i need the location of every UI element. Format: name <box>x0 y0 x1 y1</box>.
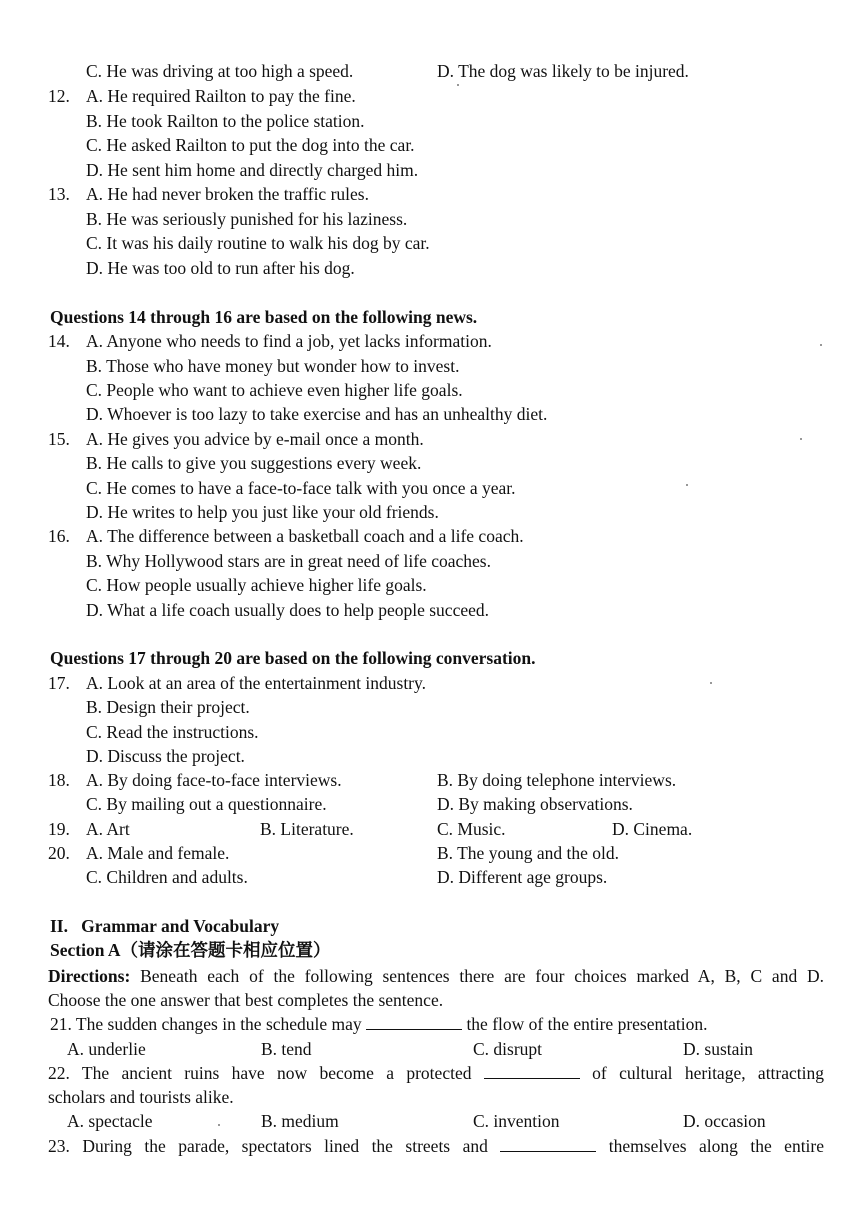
q22-option-d: D. occasion <box>683 1111 766 1131</box>
q15-option-b: B. He calls to give you suggestions every week. <box>86 453 422 473</box>
q21-blank <box>366 1015 462 1030</box>
q16-number: 16. <box>48 526 70 546</box>
questions-14-16-heading: Questions 14 through 16 are based on the following news. <box>50 307 478 327</box>
q12-option-b: B. He took Railton to the police station. <box>86 111 365 131</box>
scan-speck <box>710 682 712 684</box>
questions-17-20-heading: Questions 17 through 20 are based on the following conversation. <box>50 648 536 668</box>
q21-option-c: C. disrupt <box>473 1039 543 1059</box>
q20-option-b: B. The young and the old. <box>437 843 619 863</box>
q20-option-d: D. Different age groups. <box>437 867 608 887</box>
q11-option-c: C. He was driving at too high a speed. <box>86 61 354 81</box>
q18-number: 18. <box>48 770 70 790</box>
q12-number: 12. <box>48 86 70 106</box>
q18-option-d: D. By making observations. <box>437 794 633 814</box>
q17-number: 17. <box>48 673 70 693</box>
q22-stem-after: of cultural heritage, attracting <box>592 1063 825 1083</box>
q23-stem-line-1 <box>48 1134 824 1158</box>
directions-text: Beneath each of the following sentences there are four choices marked A, B, C and D. <box>140 966 825 986</box>
q12-option-a: A. He required Railton to pay the fine. <box>86 86 356 106</box>
q21-stem-before: 21. The sudden changes in the schedule may <box>50 1014 362 1034</box>
q21-option-a: A. underlie <box>67 1039 146 1059</box>
q15-number: 15. <box>48 429 70 449</box>
q22-stem-line-1 <box>48 1061 824 1085</box>
q21-option-d: D. sustain <box>683 1039 753 1059</box>
q17-option-c: C. Read the instructions. <box>86 722 259 742</box>
q13-option-b: B. He was seriously punished for his laziness. <box>86 209 408 229</box>
q19-number: 19. <box>48 819 70 839</box>
q20-option-c: C. Children and adults. <box>86 867 248 887</box>
q15-option-c: C. He comes to have a face-to-face talk with you once a year. <box>86 478 516 498</box>
q12-option-d: D. He sent him home and directly charged him. <box>86 160 419 180</box>
q19-option-c: C. Music. <box>437 819 506 839</box>
q16-option-a: A. The difference between a basketball coach and a life coach. <box>86 526 524 546</box>
q21-stem <box>50 1013 707 1035</box>
q16-option-b: B. Why Hollywood stars are in great need of life coaches. <box>86 551 491 571</box>
q14-option-c: C. People who want to achieve even higher life goals. <box>86 380 463 400</box>
scan-speck <box>686 484 688 486</box>
q19-option-b: B. Literature. <box>260 819 354 839</box>
q15-option-d: D. He writes to help you just like your old friends. <box>86 502 439 522</box>
q21-stem-after: the flow of the entire presentation. <box>466 1014 708 1034</box>
q13-number: 13. <box>48 184 70 204</box>
q11-option-d: D. The dog was likely to be injured. <box>437 61 689 81</box>
q12-option-c: C. He asked Railton to put the dog into the car. <box>86 135 415 155</box>
q23-blank <box>500 1137 596 1152</box>
scan-speck <box>218 1124 220 1126</box>
section-a-heading: Section A（请涂在答题卡相应位置） <box>50 940 331 960</box>
q14-option-d: D. Whoever is too lazy to take exercise and has an unhealthy diet. <box>86 404 548 424</box>
q19-option-a: A. Art <box>86 819 130 839</box>
q22-option-a: A. spectacle <box>67 1111 153 1131</box>
part-2-heading: II. Grammar and Vocabulary <box>50 916 280 936</box>
q22-stem-before: 22. The ancient ruins have now become a protected <box>48 1063 472 1083</box>
q16-option-d: D. What a life coach usually does to help people succeed. <box>86 600 490 620</box>
q17-option-a: A. Look at an area of the entertainment industry. <box>86 673 426 693</box>
q19-option-d: D. Cinema. <box>612 819 693 839</box>
q15-option-a: A. He gives you advice by e-mail once a month. <box>86 429 424 449</box>
q14-option-b: B. Those who have money but wonder how to invest. <box>86 356 460 376</box>
q21-option-b: B. tend <box>261 1039 312 1059</box>
q13-option-c: C. It was his daily routine to walk his dog by car. <box>86 233 430 253</box>
q22-blank <box>484 1064 580 1079</box>
scan-speck <box>820 344 822 346</box>
q16-option-c: C. How people usually achieve higher life goals. <box>86 575 427 595</box>
directions-label: Directions: <box>48 966 131 986</box>
q14-number: 14. <box>48 331 70 351</box>
q14-option-a: A. Anyone who needs to find a job, yet lacks information. <box>86 331 492 351</box>
q18-option-a: A. By doing face-to-face interviews. <box>86 770 342 790</box>
directions-line-2: Choose the one answer that best completes the sentence. <box>48 990 444 1010</box>
q22-option-c: C. invention <box>473 1111 560 1131</box>
q18-option-b: B. By doing telephone interviews. <box>437 770 677 790</box>
q18-option-c: C. By mailing out a questionnaire. <box>86 794 327 814</box>
scan-speck <box>800 438 802 440</box>
q20-option-a: A. Male and female. <box>86 843 230 863</box>
q17-option-b: B. Design their project. <box>86 697 250 717</box>
q13-option-d: D. He was too old to run after his dog. <box>86 258 355 278</box>
scan-speck <box>457 84 459 86</box>
q20-number: 20. <box>48 843 70 863</box>
directions-line-1 <box>48 964 824 988</box>
q23-stem-after: themselves along the entire <box>608 1136 825 1156</box>
q13-option-a: A. He had never broken the traffic rules. <box>86 184 369 204</box>
q22-option-b: B. medium <box>261 1111 339 1131</box>
q17-option-d: D. Discuss the project. <box>86 746 245 766</box>
q23-stem-before: 23. During the parade, spectators lined the streets and <box>48 1136 488 1156</box>
q22-stem-line-2: scholars and tourists alike. <box>48 1087 234 1107</box>
